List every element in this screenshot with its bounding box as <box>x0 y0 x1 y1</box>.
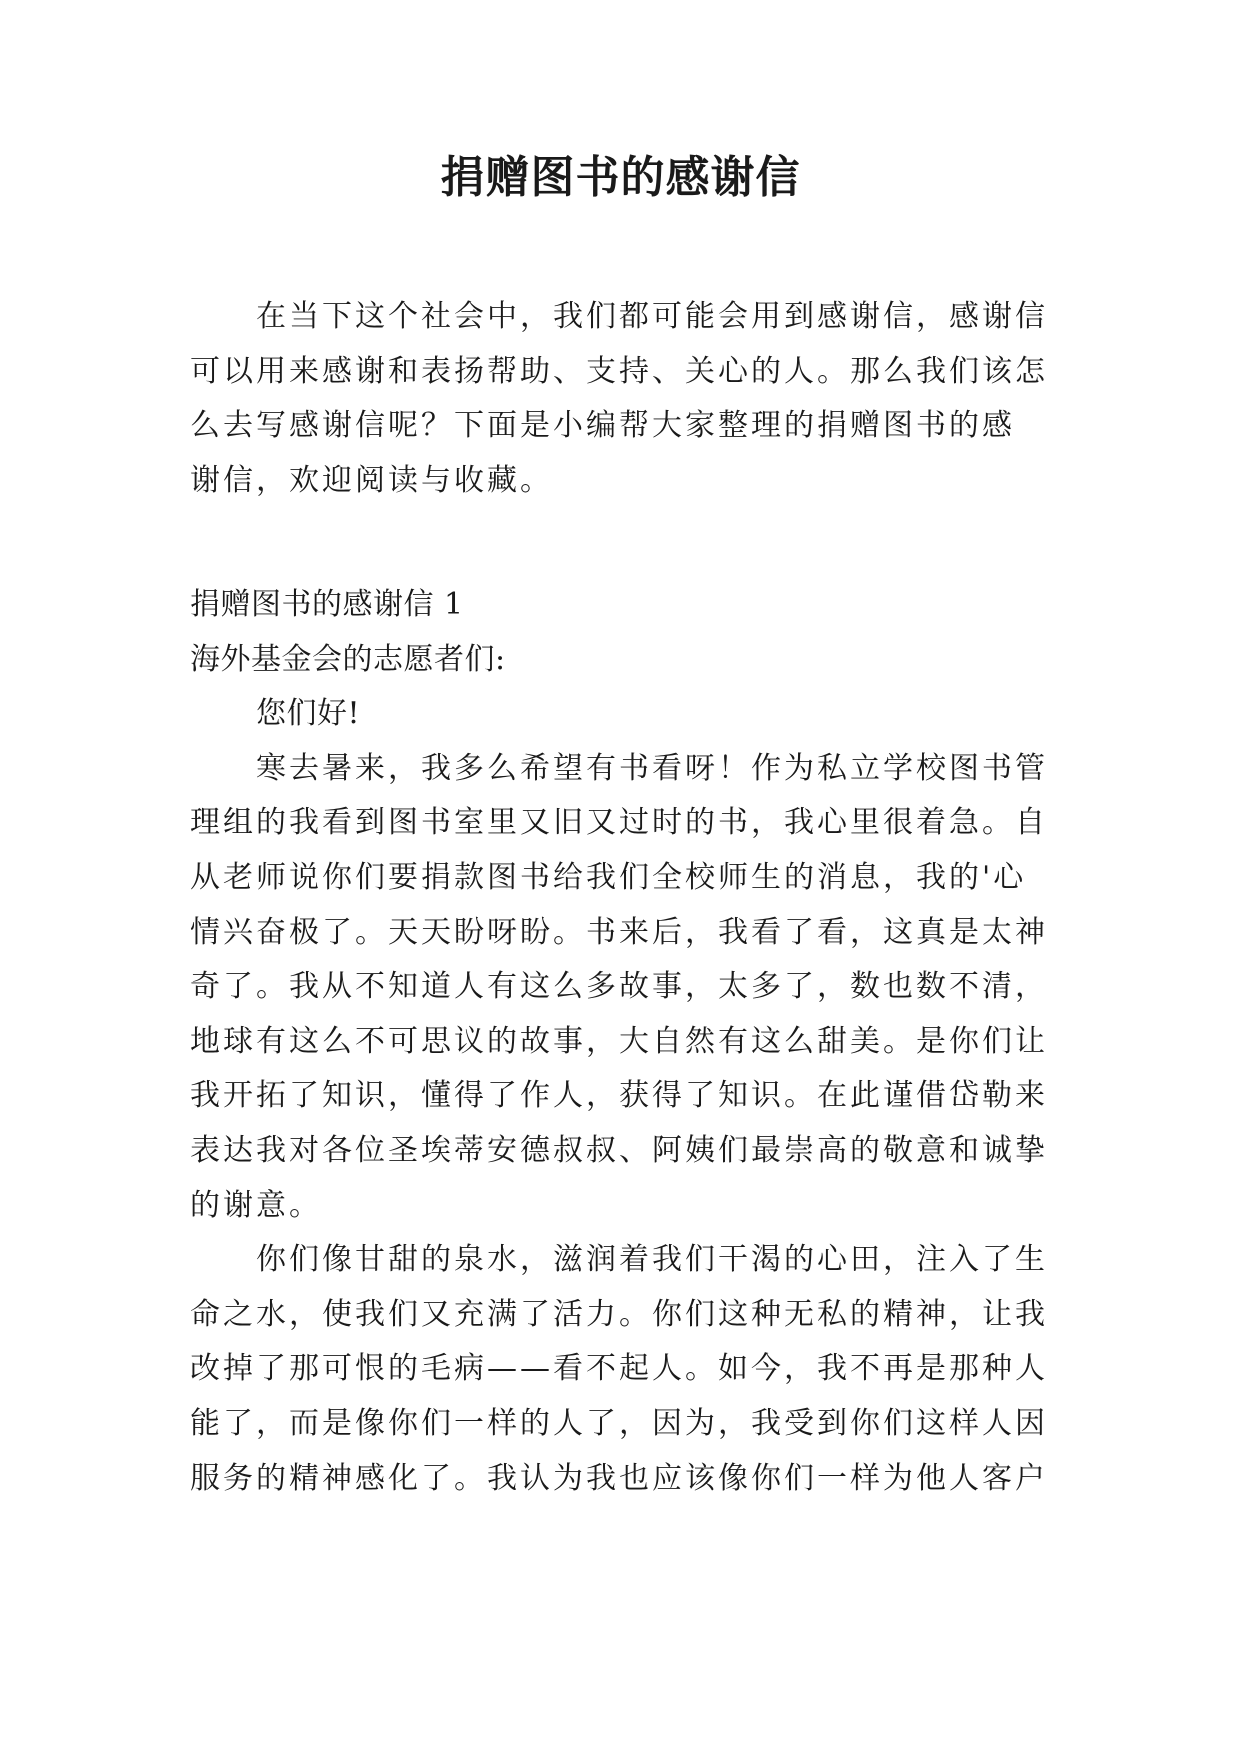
paragraph1-line: 我开拓了知识，懂得了作人，获得了知识。在此谨借岱勒来 <box>190 1078 1048 1114</box>
paragraph2-line: 能了，而是像你们一样的人了，因为，我受到你们这样人因 <box>190 1405 1048 1441</box>
paragraph2-line: 服务的精神感化了。我认为我也应该像你们一样为他人客户 <box>190 1460 1048 1496</box>
paragraph2-line: 你们像甘甜的泉水，滋润着我们干渴的心田，注入了生 <box>256 1242 1048 1278</box>
paragraph1-line: 奇了。我从不知道人有这么多故事，太多了，数也数不清， <box>190 969 1048 1005</box>
section-heading: 捐赠图书的感谢信 1 <box>190 587 464 622</box>
paragraph2-line: 命之水，使我们又充满了活力。你们这种无私的精神，让我 <box>190 1296 1048 1332</box>
paragraph2-line: 改掉了那可恨的毛病——看不起人。如今，我不再是那种人 <box>190 1351 1048 1387</box>
intro-line: 可以用来感谢和表扬帮助、支持、关心的人。那么我们该怎 <box>190 353 1048 389</box>
paragraph1-line: 的谢意。 <box>190 1187 322 1223</box>
paragraph1-line: 地球有这么不可思议的故事，大自然有这么甜美。是你们让 <box>190 1023 1048 1059</box>
page-title: 捐赠图书的感谢信 <box>440 152 801 203</box>
paragraph1-line: 表达我对各位圣埃蒂安德叔叔、阿姨们最崇高的敬意和诚挚 <box>190 1132 1048 1168</box>
intro-line: 谢信，欢迎阅读与收藏。 <box>190 462 553 498</box>
paragraph1-line: 寒去暑来，我多么希望有书看呀！作为私立学校图书管 <box>256 750 1048 786</box>
paragraph1-line: 从老师说你们要捐款图书给我们全校师生的消息，我的'心 <box>190 859 1027 895</box>
salutation: 海外基金会的志愿者们: <box>190 641 506 677</box>
paragraph1-line: 理组的我看到图书室里又旧又过时的书，我心里很着急。自 <box>190 805 1048 841</box>
intro-line: 么去写感谢信呢？下面是小编帮大家整理的捐赠图书的感 <box>190 408 1015 444</box>
greeting: 您们好! <box>256 696 361 732</box>
letter-body <box>190 578 1052 1506</box>
intro-paragraph <box>190 290 1052 508</box>
paragraph1-line: 情兴奋极了。天天盼呀盼。书来后，我看了看，这真是太神 <box>190 914 1048 950</box>
intro-line: 在当下这个社会中，我们都可能会用到感谢信，感谢信 <box>256 299 1048 334</box>
